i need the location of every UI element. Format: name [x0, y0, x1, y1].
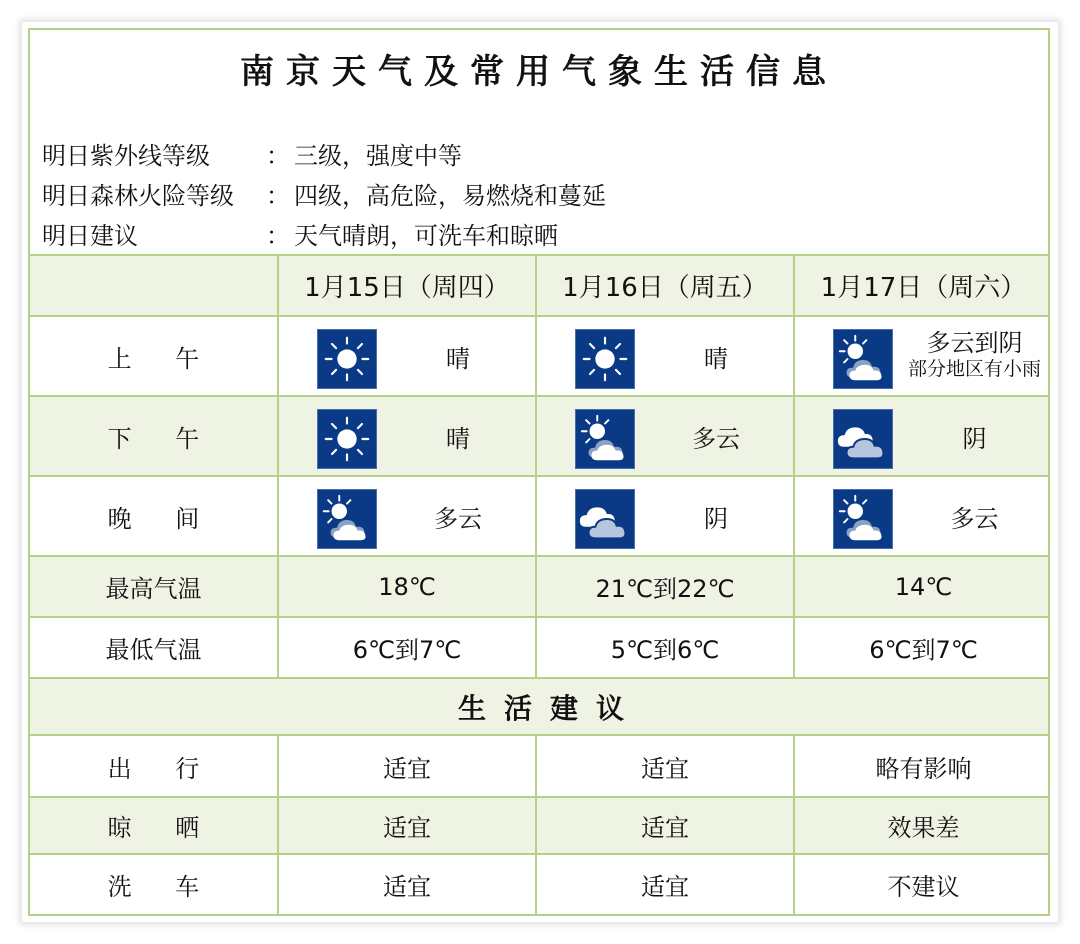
- life-row-travel: [30, 735, 1050, 797]
- row-label: 最高气温: [30, 556, 278, 617]
- temp-value: 21℃到22℃: [536, 556, 794, 617]
- high-temp-row: [30, 556, 1050, 617]
- info-list: [42, 136, 606, 256]
- life-value: 略有影响: [794, 735, 1050, 797]
- temp-value: 18℃: [278, 556, 536, 617]
- temp-value: 5℃到6℃: [536, 617, 794, 678]
- life-section-row: [30, 678, 1050, 735]
- life-value: 适宜: [536, 735, 794, 797]
- sun-icon: [317, 409, 377, 469]
- date-header-row: [30, 256, 1050, 316]
- life-row-drying: [30, 797, 1050, 854]
- morning-row: [30, 316, 1050, 396]
- partly-cloudy-icon: [317, 489, 377, 549]
- life-value: 适宜: [278, 797, 536, 854]
- weather-card: [28, 28, 1050, 916]
- day-header: 1月16日（周五）: [536, 256, 794, 316]
- life-value: 适宜: [278, 735, 536, 797]
- life-row-carwash: [30, 854, 1050, 914]
- row-label: 上 午: [30, 316, 278, 396]
- temp-value: 6℃到7℃: [278, 617, 536, 678]
- info-value: 四级，高危险，易燃烧和蔓延: [294, 182, 606, 210]
- row-label: 晚 间: [30, 476, 278, 556]
- life-value: 适宜: [536, 797, 794, 854]
- low-temp-row: [30, 617, 1050, 678]
- cloud-icon: [575, 489, 635, 549]
- life-value: 适宜: [536, 854, 794, 914]
- partly-cloudy-icon: [833, 489, 893, 549]
- forecast-table: [30, 256, 1050, 914]
- section-title: 生活建议: [30, 678, 1050, 735]
- life-value: 效果差: [794, 797, 1050, 854]
- cloud-icon: [833, 409, 893, 469]
- info-value: 三级，强度中等: [294, 142, 462, 170]
- day-header: 1月15日（周四）: [278, 256, 536, 316]
- info-fire: 明日森林火险等级 ： 四级，高危险，易燃烧和蔓延: [42, 176, 606, 216]
- info-label: 明日建议: [42, 222, 138, 250]
- afternoon-row: [30, 396, 1050, 476]
- sun-icon: [575, 329, 635, 389]
- row-label: 洗 车: [30, 854, 278, 914]
- partly-cloudy-icon: [575, 409, 635, 469]
- weather-text: 晴: [704, 344, 728, 373]
- row-label: 最低气温: [30, 617, 278, 678]
- weather-text: 多云: [950, 504, 999, 533]
- weather-text: 多云: [434, 504, 482, 533]
- weather-text: 多云: [692, 424, 740, 453]
- header: [30, 30, 1048, 256]
- info-label: 明日森林火险等级: [42, 182, 234, 210]
- evening-row: [30, 476, 1050, 556]
- temp-value: 14℃: [794, 556, 1050, 617]
- temp-value: 6℃到7℃: [794, 617, 1050, 678]
- corner-cell: [30, 256, 278, 316]
- partly-cloudy-icon: [833, 329, 893, 389]
- weather-text: 阴: [962, 424, 987, 453]
- row-label: 下 午: [30, 396, 278, 476]
- info-label: 明日紫外线等级: [42, 142, 210, 170]
- life-value: 适宜: [278, 854, 536, 914]
- page-title: 南京天气及常用气象生活信息: [240, 52, 838, 92]
- weather-text: 多云到阴 部分地区有小雨: [907, 329, 1041, 380]
- info-advice: 明日建议 ： 天气晴朗，可洗车和晾晒: [42, 216, 606, 256]
- life-value: 不建议: [794, 854, 1050, 914]
- row-label: 晾 晒: [30, 797, 278, 854]
- weather-text: 晴: [446, 424, 470, 453]
- sun-icon: [317, 329, 377, 389]
- weather-text: 阴: [704, 504, 728, 533]
- info-uv: 明日紫外线等级 ： 三级，强度中等: [42, 136, 606, 176]
- row-label: 出 行: [30, 735, 278, 797]
- weather-text: 晴: [446, 344, 470, 373]
- info-value: 天气晴朗，可洗车和晾晒: [294, 222, 558, 250]
- day-header: 1月17日（周六）: [794, 256, 1050, 316]
